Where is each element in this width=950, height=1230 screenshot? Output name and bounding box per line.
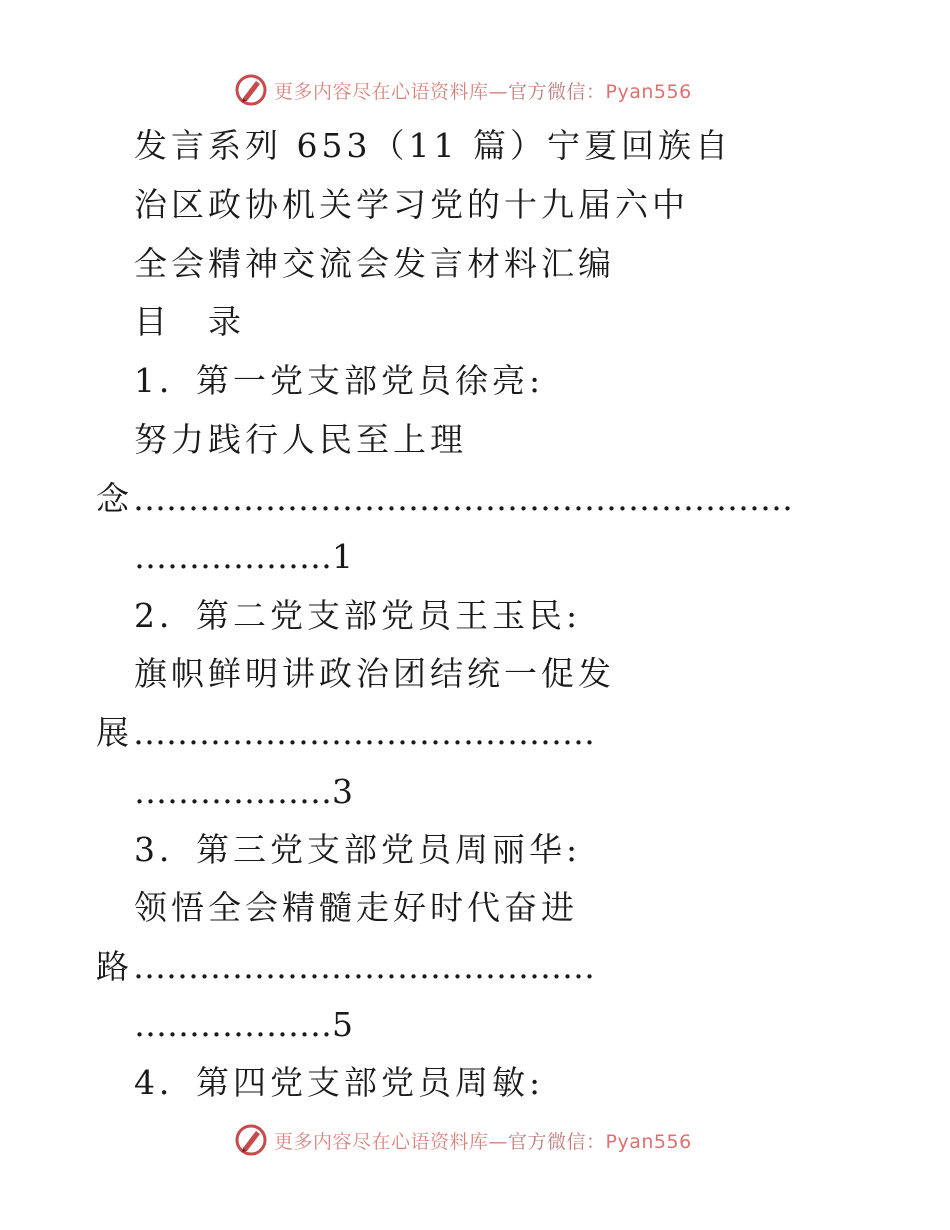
toc-entry-2-heading: 2．第二党支部党员王玉民: [134, 596, 582, 635]
toc-entry-3-page-number: 5 [332, 1005, 357, 1044]
toc-entry-3-dots-2: ……………… [134, 1005, 332, 1044]
toc-entry-1-title: 努力践行人民至上理 [134, 420, 467, 459]
toc-entry-2-page-number: 3 [332, 772, 357, 811]
toc-entry-1-heading: 1．第一党支部党员徐亮: [134, 361, 545, 400]
toc-entry-1-last-char: 念 [96, 479, 133, 518]
document-title-line-3: 全会精神交流会发言材料汇编 [134, 244, 615, 283]
pen-logo-icon [234, 1123, 268, 1157]
toc-entry-4-heading: 4．第四党支部党员周敏: [134, 1063, 545, 1102]
toc-entry-3-last-char: 路 [96, 947, 133, 986]
watermark-separator: — [488, 1130, 509, 1153]
document-title-line-2: 治区政协机关学习党的十九届六中 [134, 185, 689, 224]
toc-entry-2-page-line[interactable] [134, 772, 357, 812]
toc-entry-2-dots: …………………………………… [133, 713, 595, 752]
toc-entry-3-heading: 3．第三党支部党员周丽华: [134, 830, 582, 869]
toc-entry-3-leader [96, 947, 595, 987]
toc-entry-2-leader [96, 713, 595, 753]
toc-entry-3-title: 领悟全会精髓走好时代奋进 [134, 888, 578, 927]
toc-entry-2-title: 旗帜鲜明讲政治团结统一促发 [134, 654, 615, 693]
watermark-brand: 更多内容尽在心语资料库 [274, 1130, 489, 1153]
toc-entry-2-last-char: 展 [96, 713, 133, 752]
toc-entry-3-page-line[interactable] [134, 1005, 357, 1045]
watermark-wechat-label: 官方微信： [508, 80, 606, 103]
toc-entry-1-leader [96, 479, 793, 519]
watermark-separator: — [488, 80, 509, 103]
pen-logo-icon [234, 73, 268, 107]
toc-entry-1-page-line[interactable] [134, 537, 357, 577]
toc-entry-2-dots-2: ……………… [134, 772, 332, 811]
toc-heading: 目 录 [134, 302, 245, 341]
watermark-header [234, 72, 754, 108]
toc-entry-3-dots: …………………………………… [133, 947, 595, 986]
watermark-text [274, 77, 692, 104]
watermark-text [274, 1127, 692, 1154]
document-title-line-1: 发言系列 653（11 篇）宁夏回族自 [134, 126, 732, 165]
watermark-footer [234, 1122, 754, 1158]
watermark-handle: Pyan556 [605, 1130, 692, 1153]
toc-entry-1-dots: …………………………………………………… [133, 479, 793, 518]
watermark-brand: 更多内容尽在心语资料库 [274, 80, 489, 103]
watermark-wechat-label: 官方微信： [508, 1130, 606, 1153]
watermark-handle: Pyan556 [605, 80, 692, 103]
toc-entry-1-page-number: 1 [332, 537, 357, 576]
toc-entry-1-dots-2: ……………… [134, 537, 332, 576]
